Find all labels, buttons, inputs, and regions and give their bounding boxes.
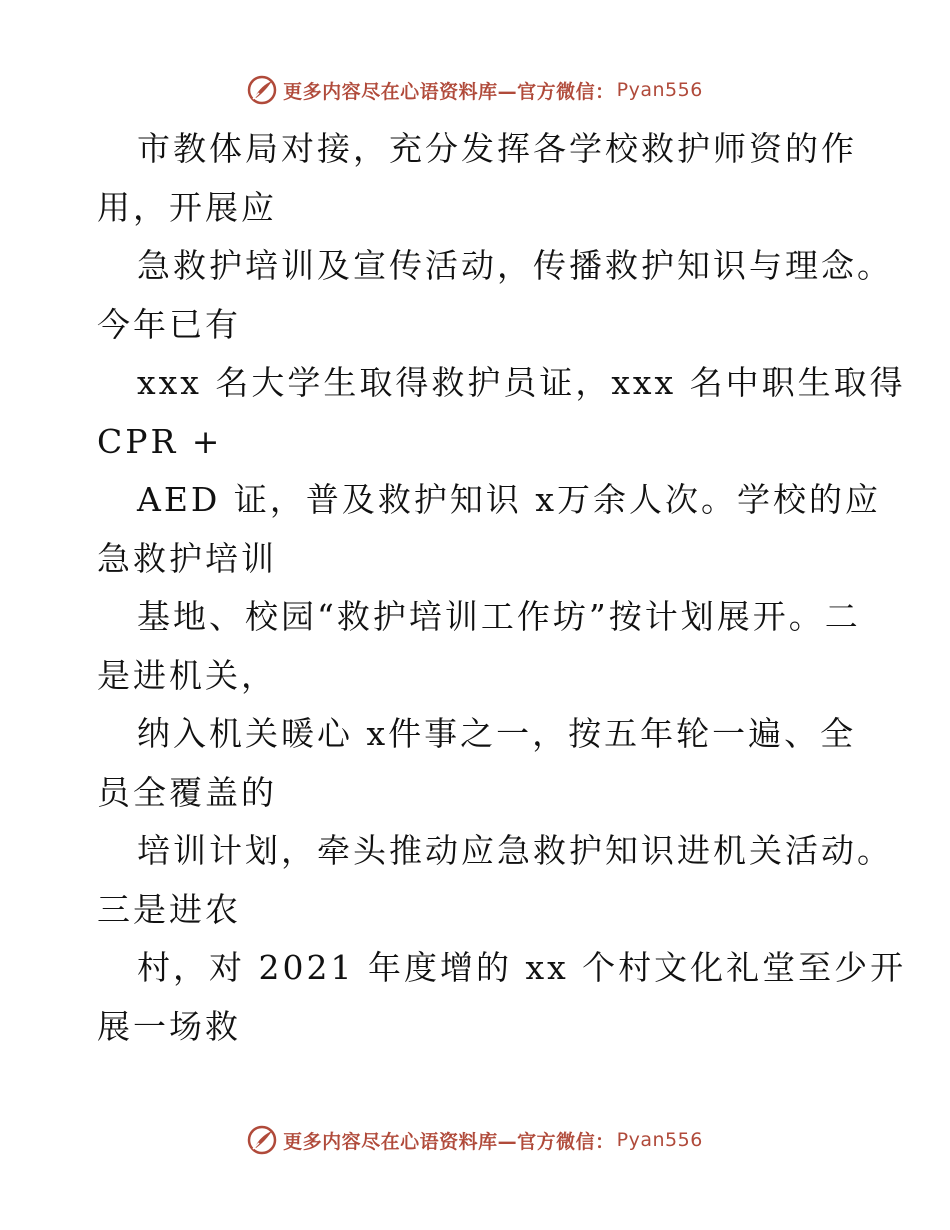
banner-wechat-id: Pyan556 <box>616 79 703 101</box>
banner-text: 更多内容尽在心语资料库—官方微信： <box>283 80 615 103</box>
text-line: xxx 名大学生取得救护员证，xxx 名中职生取得 <box>137 363 906 402</box>
text-line: 是进机关， <box>97 655 277 695</box>
text-line: 村，对 2021 年度增的 xx 个村文化礼堂至少开 <box>137 948 907 987</box>
text-line: 市教体局对接，充分发挥各学校救护师资的作 <box>137 129 857 168</box>
header-banner <box>0 70 950 110</box>
leaf-pen-logo-icon <box>247 75 277 105</box>
text-line: 基地、校园“救护培训工作坊”按计划展开。二 <box>137 597 861 636</box>
text-line: CPR + <box>97 421 223 461</box>
text-line: 急救护培训 <box>97 538 277 578</box>
text-line: 今年已有 <box>97 304 241 344</box>
text-line: 展一场救 <box>97 1006 241 1046</box>
text-line: 纳入机关暖心 x件事之一，按五年轮一遍、全 <box>137 714 857 753</box>
text-line: 急救护培训及宣传活动，传播救护知识与理念。 <box>137 246 893 285</box>
document-body <box>97 120 907 1056</box>
text-line: 员全覆盖的 <box>97 772 277 812</box>
footer-banner <box>0 1120 950 1160</box>
leaf-pen-logo-icon <box>247 1125 277 1155</box>
text-line: 用，开展应 <box>97 187 277 227</box>
banner-wechat-id: Pyan556 <box>616 1129 703 1151</box>
text-line: 培训计划，牵头推动应急救护知识进机关活动。 <box>137 831 893 870</box>
text-line: AED 证，普及救护知识 x万余人次。学校的应 <box>137 480 881 519</box>
text-line: 三是进农 <box>97 889 241 929</box>
banner-text: 更多内容尽在心语资料库—官方微信： <box>283 1130 615 1153</box>
